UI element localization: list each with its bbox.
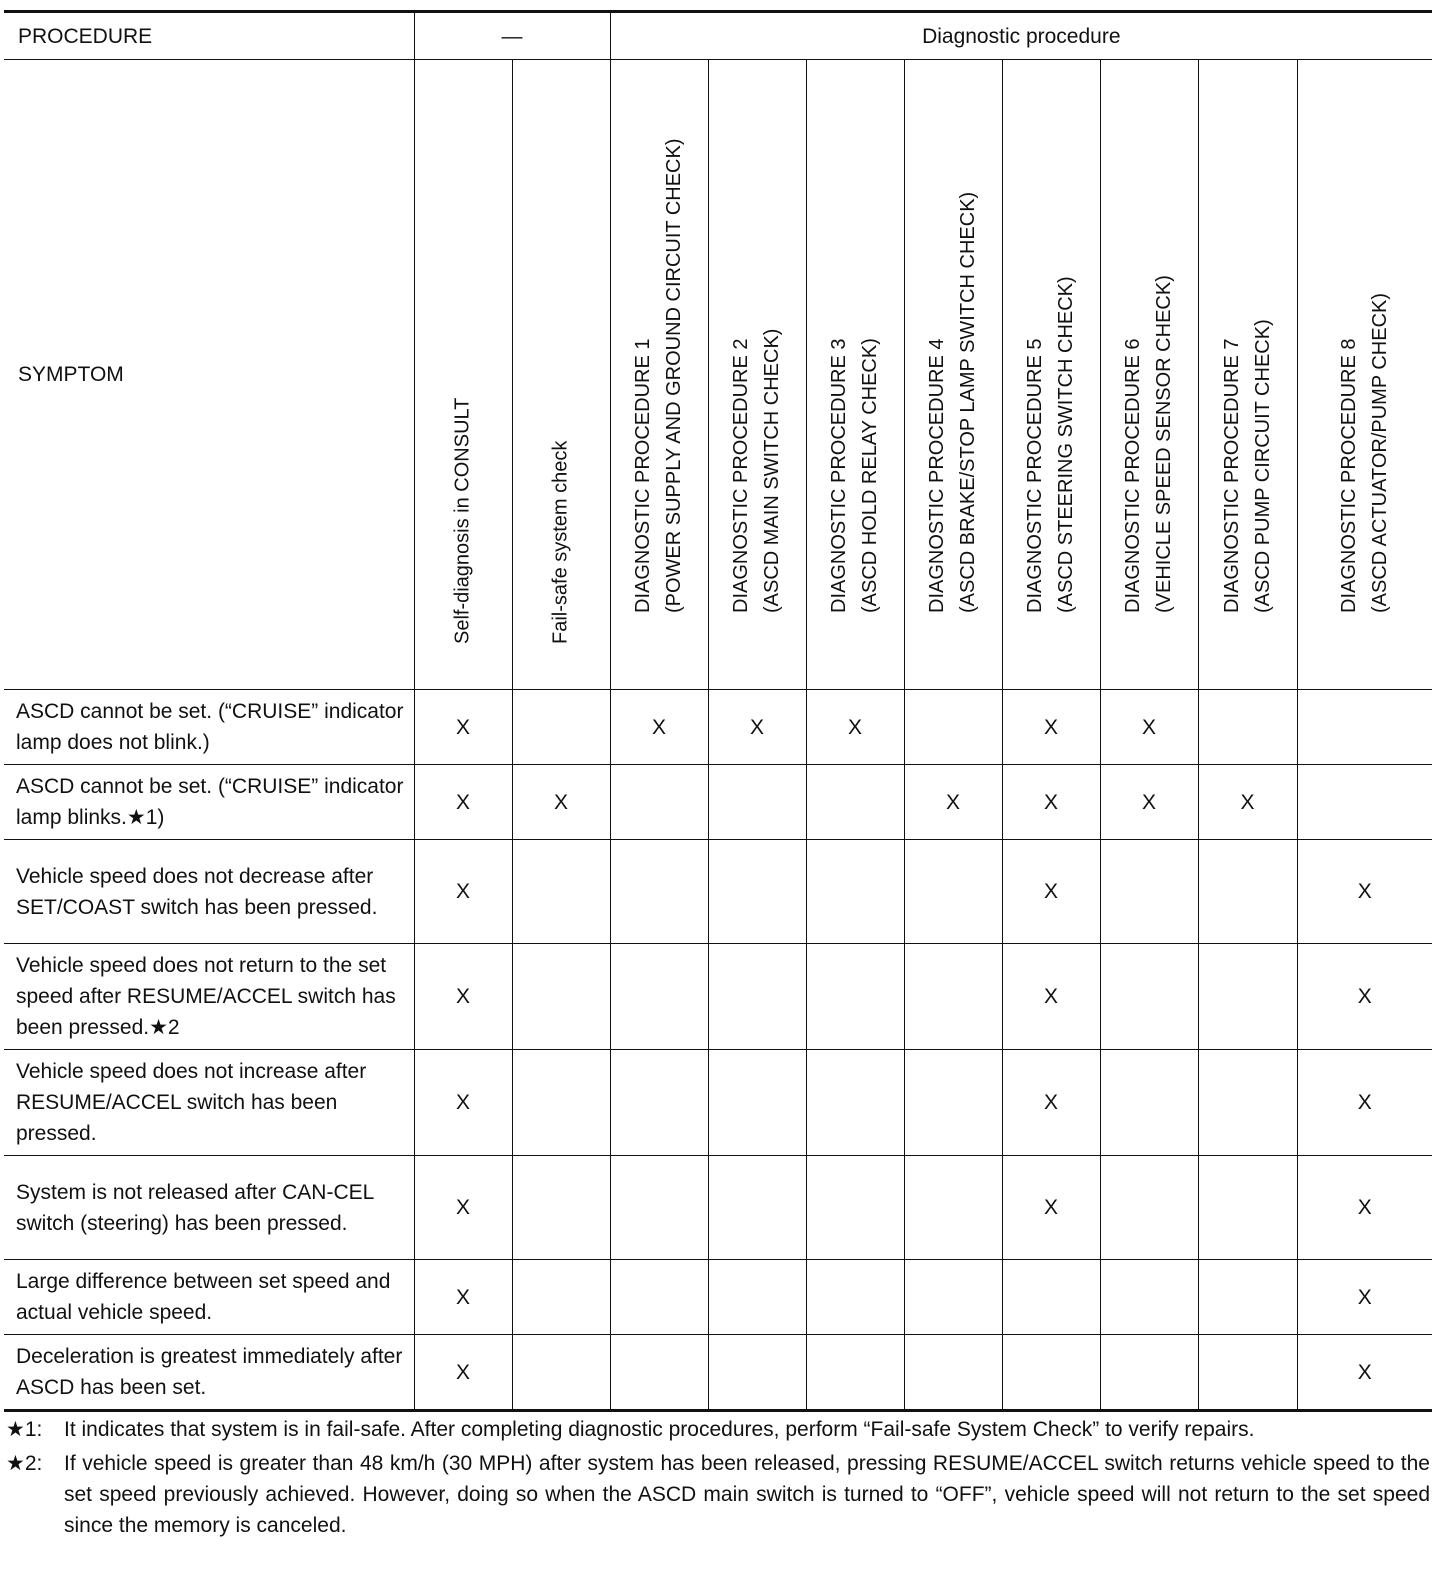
column-header-line2: (ASCD STEERING SWITCH CHECK) [1055, 276, 1077, 613]
column-header-2 [512, 60, 610, 690]
check-mark-cell [610, 1050, 708, 1156]
symptom-label: SYMPTOM [4, 60, 414, 690]
table-row [4, 1156, 1432, 1260]
column-header-line1: DIAGNOSTIC PROCEDURE 1 [632, 338, 654, 613]
check-mark-cell: X [1002, 1156, 1100, 1260]
check-mark-cell [1100, 1335, 1198, 1411]
check-mark-cell [806, 1260, 904, 1335]
check-mark-cell [512, 1335, 610, 1411]
check-mark-cell [806, 1156, 904, 1260]
check-mark-cell: X [414, 1335, 512, 1411]
symptom-cell: System is not released after CAN-CEL switch (steering) has been pressed. [4, 1156, 414, 1260]
column-header-1 [414, 60, 512, 690]
check-mark-cell [904, 1050, 1002, 1156]
check-mark-cell [1100, 1156, 1198, 1260]
column-header-line1: DIAGNOSTIC PROCEDURE 6 [1122, 338, 1144, 613]
check-mark-cell [1297, 690, 1432, 765]
column-header-8 [1100, 60, 1198, 690]
check-mark-cell [708, 1335, 806, 1411]
footnote-label: ★1: [6, 1418, 43, 1441]
check-mark-cell [708, 944, 806, 1050]
table-body [4, 690, 1432, 1411]
table-row [4, 944, 1432, 1050]
check-mark-cell [1100, 1050, 1198, 1156]
check-mark-cell: X [1198, 765, 1297, 840]
check-mark-cell [806, 765, 904, 840]
check-mark-cell [708, 1260, 806, 1335]
diagnostic-procedure-group-label: Diagnostic procedure [610, 12, 1432, 60]
check-mark-cell [806, 1050, 904, 1156]
check-mark-cell: X [1100, 690, 1198, 765]
symptom-diagnosis-table [4, 10, 1432, 1412]
symptom-cell: Large difference between set speed and actual vehicle speed. [4, 1260, 414, 1335]
check-mark-cell: X [904, 765, 1002, 840]
check-mark-cell [904, 840, 1002, 944]
column-header-row [4, 60, 1432, 690]
procedure-header-row [4, 12, 1432, 60]
check-mark-cell: X [1002, 765, 1100, 840]
table-row [4, 840, 1432, 944]
check-mark-cell [904, 944, 1002, 1050]
check-mark-cell [512, 1156, 610, 1260]
check-mark-cell [512, 690, 610, 765]
check-mark-cell [512, 944, 610, 1050]
procedure-label: PROCEDURE [4, 12, 414, 60]
check-mark-cell: X [1297, 1050, 1432, 1156]
column-header-line1: DIAGNOSTIC PROCEDURE 5 [1024, 338, 1046, 613]
check-mark-cell: X [1002, 944, 1100, 1050]
check-mark-cell [1198, 1260, 1297, 1335]
check-mark-cell: X [1297, 840, 1432, 944]
table-row [4, 765, 1432, 840]
check-mark-cell: X [1297, 1156, 1432, 1260]
column-header-line1: DIAGNOSTIC PROCEDURE 7 [1220, 338, 1243, 613]
column-header-line2: (ASCD MAIN SWITCH CHECK) [761, 328, 783, 613]
table-row [4, 1335, 1432, 1411]
check-mark-cell: X [414, 1156, 512, 1260]
check-mark-cell [1002, 1335, 1100, 1411]
column-header-3 [610, 60, 708, 690]
check-mark-cell [806, 840, 904, 944]
check-mark-cell: X [414, 765, 512, 840]
column-header-line1: Self-diagnosis in CONSULT [451, 397, 474, 644]
symptom-cell: Vehicle speed does not decrease after SET/COAST switch has been pressed. [4, 840, 414, 944]
check-mark-cell: X [1100, 765, 1198, 840]
check-mark-cell: X [1297, 944, 1432, 1050]
check-mark-cell [1100, 944, 1198, 1050]
check-mark-cell: X [414, 1050, 512, 1156]
check-mark-cell [1198, 944, 1297, 1050]
footnote-text: It indicates that system is in fail-safe. After completing diagnostic procedures, perform “Fail-safe System Check” to verify repairs. [64, 1418, 1255, 1441]
check-mark-cell [904, 1335, 1002, 1411]
check-mark-cell [1198, 1050, 1297, 1156]
check-mark-cell: X [512, 765, 610, 840]
check-mark-cell [512, 1260, 610, 1335]
check-mark-cell [904, 1156, 1002, 1260]
check-mark-cell: X [806, 690, 904, 765]
check-mark-cell: X [414, 690, 512, 765]
check-mark-cell [708, 765, 806, 840]
column-header-line2: (ASCD PUMP CIRCUIT CHECK) [1251, 319, 1274, 613]
symptom-cell: Vehicle speed does not increase after RESUME/ACCEL switch has been pressed. [4, 1050, 414, 1156]
check-mark-cell: X [414, 1260, 512, 1335]
column-header-line2: (ASCD HOLD RELAY CHECK) [859, 338, 881, 613]
check-mark-cell [610, 1260, 708, 1335]
check-mark-cell: X [1002, 1050, 1100, 1156]
column-header-9 [1198, 60, 1297, 690]
check-mark-cell: X [414, 944, 512, 1050]
column-header-line2: (ASCD ACTUATOR/PUMP CHECK) [1368, 292, 1391, 613]
footnotes [6, 1414, 1430, 1544]
check-mark-cell [610, 840, 708, 944]
column-header-7 [1002, 60, 1100, 690]
check-mark-cell [1198, 1156, 1297, 1260]
check-mark-cell [512, 840, 610, 944]
check-mark-cell [1198, 840, 1297, 944]
check-mark-cell: X [1002, 840, 1100, 944]
check-mark-cell [708, 840, 806, 944]
check-mark-cell [1198, 690, 1297, 765]
check-mark-cell [806, 1335, 904, 1411]
column-header-line2: (ASCD BRAKE/STOP LAMP SWITCH CHECK) [957, 191, 979, 613]
check-mark-cell: X [414, 840, 512, 944]
footnote [6, 1414, 1430, 1445]
check-mark-cell [610, 1156, 708, 1260]
check-mark-cell: X [708, 690, 806, 765]
column-header-line1: DIAGNOSTIC PROCEDURE 8 [1337, 338, 1360, 613]
symptom-cell: ASCD cannot be set. (“CRUISE” indicator lamp blinks.★1) [4, 765, 414, 840]
column-header-line1: DIAGNOSTIC PROCEDURE 4 [926, 338, 948, 613]
check-mark-cell: X [1297, 1260, 1432, 1335]
check-mark-cell [610, 765, 708, 840]
check-mark-cell [806, 944, 904, 1050]
symptom-cell: Deceleration is greatest immediately after ASCD has been set. [4, 1335, 414, 1411]
column-header-6 [904, 60, 1002, 690]
check-mark-cell [708, 1050, 806, 1156]
check-mark-cell [1100, 1260, 1198, 1335]
dash-label: — [414, 12, 610, 60]
column-header-10 [1297, 60, 1432, 690]
check-mark-cell: X [1002, 690, 1100, 765]
check-mark-cell [1198, 1335, 1297, 1411]
check-mark-cell [610, 1335, 708, 1411]
check-mark-cell [904, 690, 1002, 765]
check-mark-cell [1002, 1260, 1100, 1335]
column-header-line1: DIAGNOSTIC PROCEDURE 3 [828, 338, 850, 613]
table-row [4, 1260, 1432, 1335]
table-row [4, 1050, 1432, 1156]
check-mark-cell [1100, 840, 1198, 944]
column-header-line1: DIAGNOSTIC PROCEDURE 2 [730, 338, 752, 613]
check-mark-cell [512, 1050, 610, 1156]
footnote [6, 1448, 1430, 1541]
column-header-line2: (VEHICLE SPEED SENSOR CHECK) [1153, 275, 1175, 613]
table-row [4, 690, 1432, 765]
check-mark-cell [1297, 765, 1432, 840]
symptom-cell: ASCD cannot be set. (“CRUISE” indicator lamp does not blink.) [4, 690, 414, 765]
column-header-line2: (POWER SUPPLY AND GROUND CIRCUIT CHECK) [663, 138, 685, 613]
check-mark-cell: X [1297, 1335, 1432, 1411]
column-header-4 [708, 60, 806, 690]
column-header-line1: Fail-safe system check [549, 440, 572, 644]
column-header-5 [806, 60, 904, 690]
check-mark-cell [610, 944, 708, 1050]
symptom-cell: Vehicle speed does not return to the set speed after RESUME/ACCEL switch has been pressed.★2 [4, 944, 414, 1050]
footnote-text: If vehicle speed is greater than 48 km/h (30 MPH) after system has been released, pressing RESUME/ACCEL switch returns vehicle speed to the set speed previously achieved. However, doing so when the ASCD main switch is turned to “OFF”, vehicle speed will not return to the set speed since the memory is canceled. [64, 1452, 1430, 1537]
check-mark-cell [708, 1156, 806, 1260]
check-mark-cell: X [610, 690, 708, 765]
footnote-label: ★2: [6, 1452, 43, 1475]
check-mark-cell [904, 1260, 1002, 1335]
